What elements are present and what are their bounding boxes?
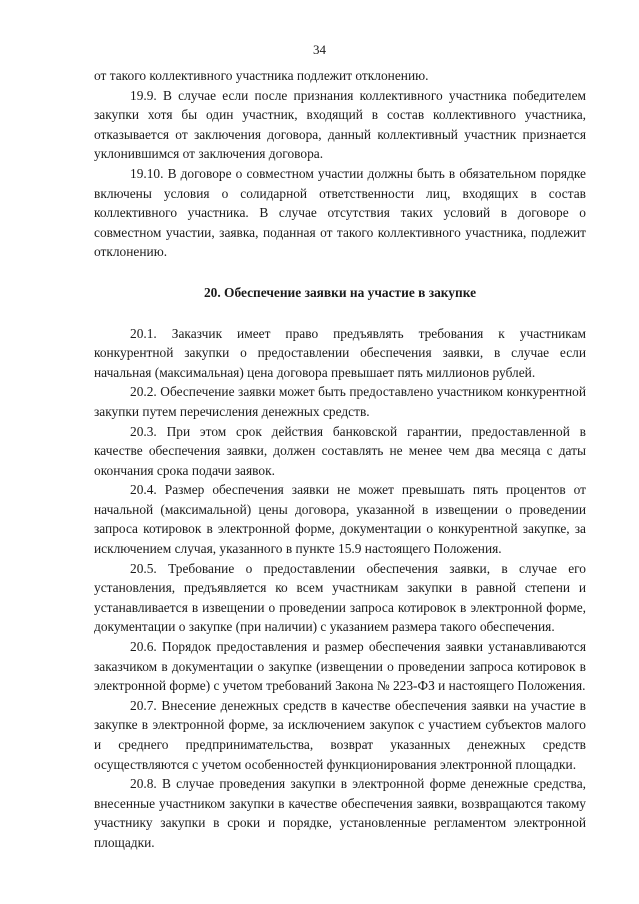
paragraph-20-8: 20.8. В случае проведения закупки в электронной форме денежные средства, внесенные участником закупки в качестве обеспечения заявки, возвращаются такому участнику закупки в сроки и порядке, установленные регламентом электронной площадки. (94, 776, 586, 850)
document-body (94, 66, 586, 853)
paragraph-20-6: 20.6. Порядок предоставления и размер обеспечения заявки устанавливаются заказчиком в документации о закупке (извещении о проведении запроса котировок в электронной форме) с учетом требований Закона № 223-ФЗ и настоящего Положения. (94, 639, 586, 694)
paragraph-20-2: 20.2. Обеспечение заявки может быть предоставлено участником конкурентной закупки путем перечисления денежных средств. (94, 384, 586, 419)
paragraph-19-9: 19.9. В случае если после признания коллективного участника победителем закупки хотя бы один участник, входящий в состав коллективного участника, отказывается от заключения договора, данный коллективный участник признается уклонившимся от заключения договора. (94, 87, 586, 162)
paragraph-20-3: 20.3. При этом срок действия банковской гарантии, предоставленной в качестве обеспечения заявки, должен составлять не менее чем два месяца с даты окончания срока подачи заявок. (94, 423, 586, 478)
paragraph-continuation: от такого коллективного участника подлежит отклонению. (94, 68, 429, 83)
paragraph-19-10: 19.10. В договоре о совместном участии должны быть в обязательном порядке включены условия о солидарной ответственности лиц, входящих в состав коллективного участника. В случае отсутствия таких условий в договоре о совместном участии, заявка, поданная от такого коллективного участника, подлежит отклонению. (94, 165, 586, 260)
paragraph-20-7: 20.7. Внесение денежных средств в качестве обеспечения заявки на участие в закупке в электронной форме, за исключением закупок с участием субъектов малого и среднего предпринимательства, возврат указанных денежных средств осуществляются с учетом особенностей функционирования электронной площадки. (94, 697, 586, 772)
section-heading: 20. Обеспечение заявки на участие в закупке (203, 284, 477, 300)
paragraph-20-4: 20.4. Размер обеспечения заявки не может превышать пять процентов от начальной (максимальной) цены договора, указанной в извещении о проведении запроса котировок в электронной форме, документации о конкурентной закупке, за исключением случая, указанного в пункте 15.9 настоящего Положения. (94, 482, 586, 557)
paragraph-20-1: 20.1. Заказчик имеет право предъявлять требования к участникам конкурентной закупки о предоставлении обеспечения заявки, в случае если начальная (максимальная) цена договора превышает пять миллионов рублей. (94, 325, 586, 380)
page-number: 34 (313, 42, 326, 57)
paragraph-20-5: 20.5. Требование о предоставлении обеспечения заявки, в случае его установления, предъявляется ко всем участникам закупки в равной степени и устанавливается в извещении о проведении запроса котировок в электронной форме, документации о закупке (при наличии) с указанием размера такого обеспечения. (94, 560, 586, 635)
